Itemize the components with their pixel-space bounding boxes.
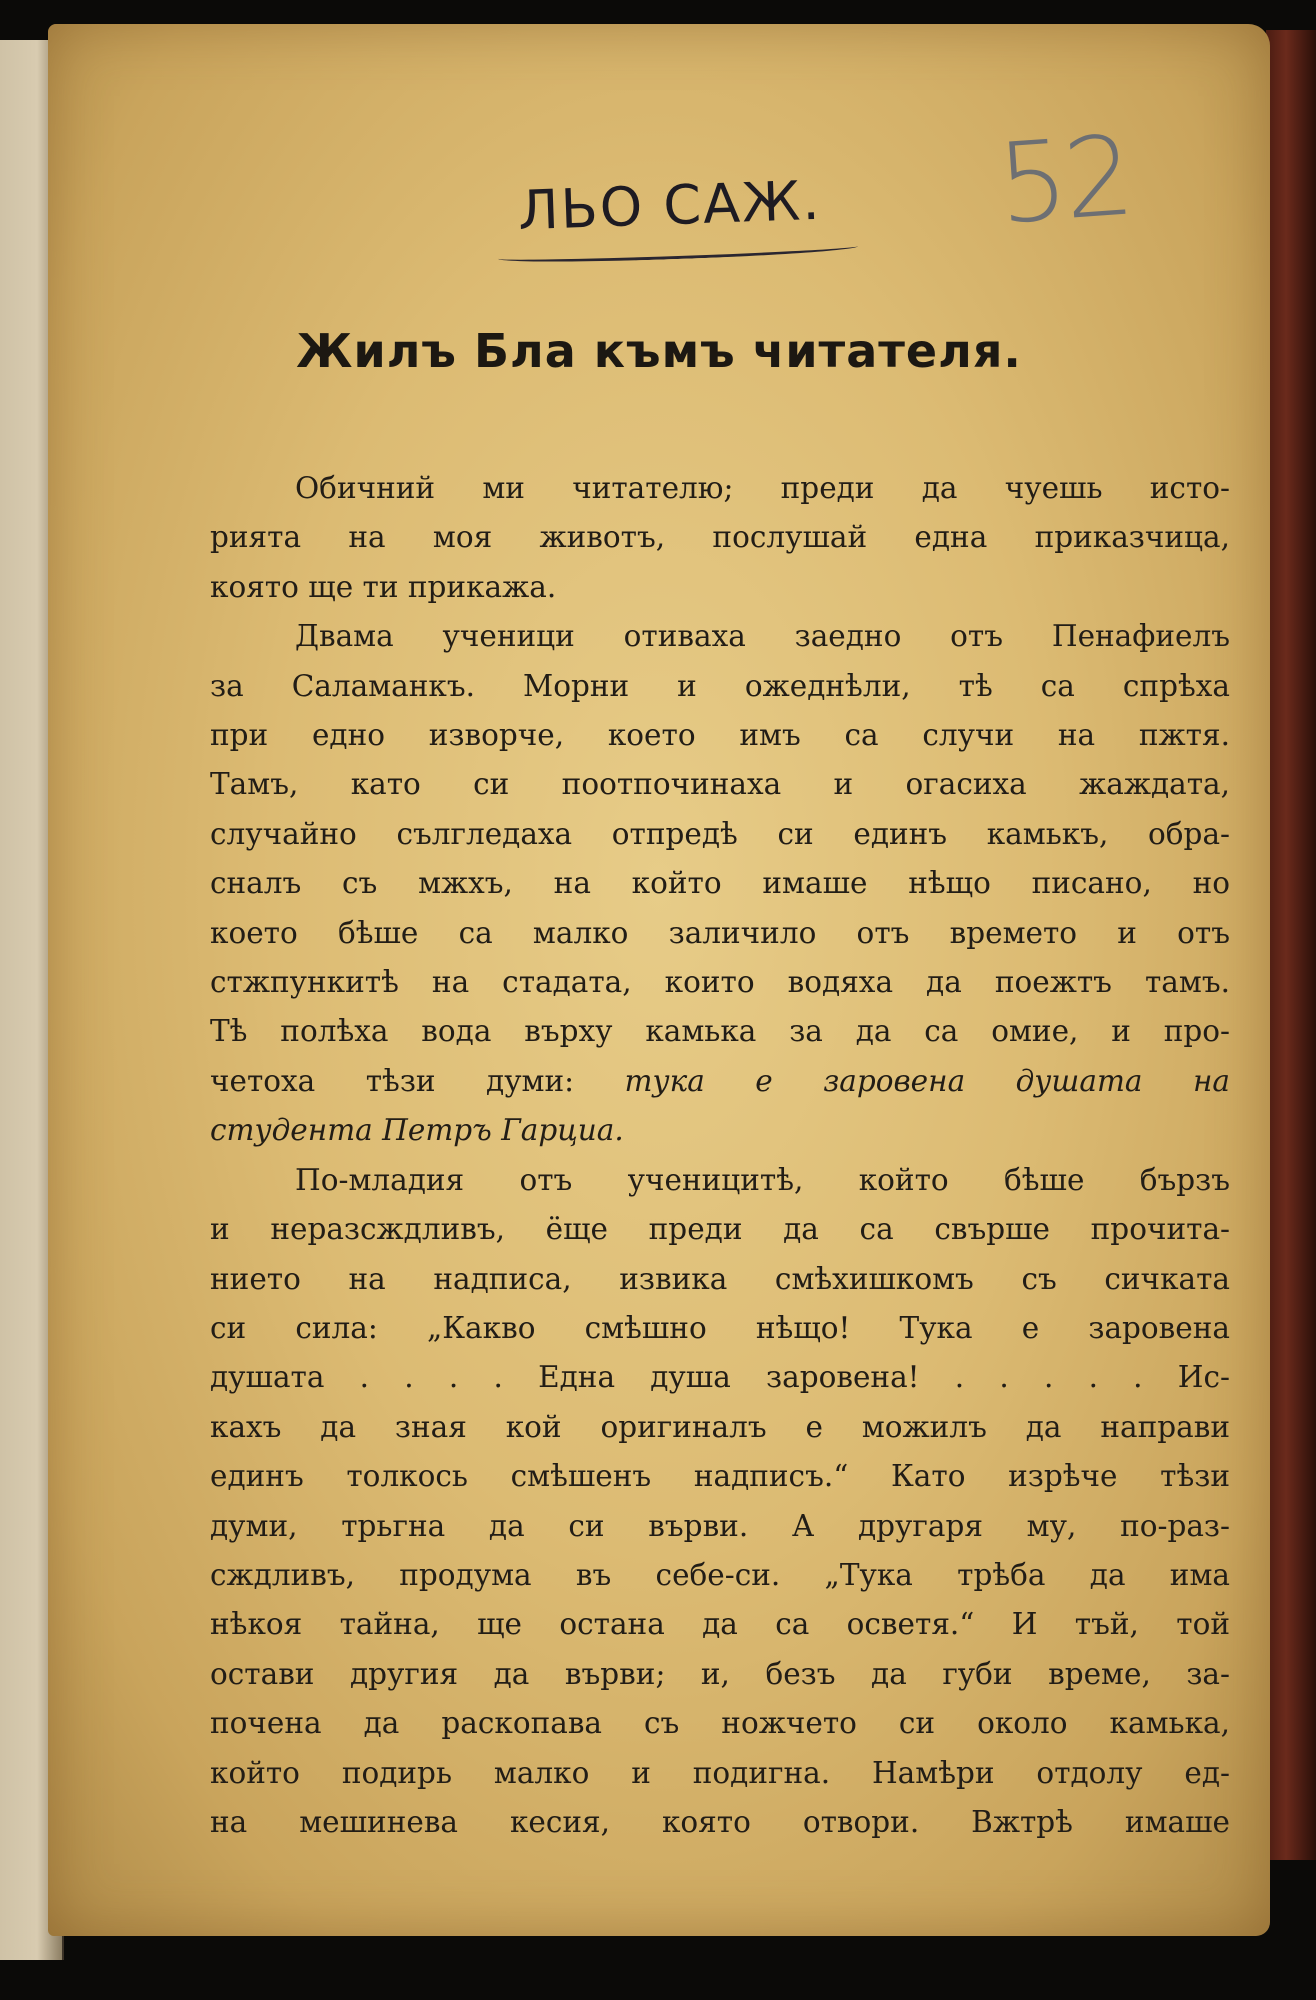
- text-line: остави другия да върви; и, безъ да губи време, за-: [210, 1656, 1230, 1691]
- text-line: кахъ да зная кой оригиналъ е можилъ да направи: [210, 1409, 1230, 1444]
- handwritten-page-number: 52: [993, 111, 1135, 249]
- text-line: почена да раскопава съ ножчето си около камька,: [210, 1706, 1230, 1741]
- chapter-title: Жилъ Бла къмъ читателя.: [296, 324, 1022, 378]
- text-line: който подирь малко и подигна. Намѣри отдолу ед-: [210, 1755, 1230, 1790]
- book-cover-edge: [1266, 30, 1316, 1860]
- text-line: единъ толкось смѣшенъ надписъ.“ Като изрѣче тѣзи: [210, 1459, 1230, 1494]
- text-line: на мешинева кесия, която отвори. Вжтрѣ имаше: [210, 1804, 1230, 1839]
- author-underline: [498, 240, 858, 266]
- text-line: за Саламанкъ. Морни и ожеднѣли, тѣ са спрѣха: [210, 668, 1230, 703]
- epitaph-italic: тука е заровена душата на: [624, 1063, 1230, 1098]
- text-line: сждливъ, продума въ себе-си. „Тука трѣба да има: [210, 1557, 1230, 1592]
- text-line: което бѣше са малко заличило отъ времето и отъ: [210, 915, 1230, 950]
- text-line-mixed: [210, 1057, 1230, 1106]
- text-line: при едно изворче, което имъ са случи на пжтя.: [210, 718, 1230, 753]
- text-line: Тамъ, като си поотпочинаха и огасиха жаждата,: [210, 767, 1230, 802]
- text-line: нието на надписа, извика смѣхишкомъ съ сичката: [210, 1261, 1230, 1296]
- text-line: душата . . . . Една душа заровена! . . . . . Ис-: [210, 1360, 1230, 1395]
- text-line: Двама ученици отиваха заедно отъ Пенафиелъ: [295, 619, 1230, 654]
- body-text: [210, 464, 1230, 1847]
- text-line: сналъ съ мжхъ, на който имаше нѣщо писано, но: [210, 866, 1230, 901]
- text-line: случайно сългледаха отпредѣ си единъ камькъ, обра-: [210, 816, 1230, 851]
- text-line: и неразсждливъ, ёще преди да са свърше прочита-: [210, 1212, 1230, 1247]
- text-line: рията на моя животъ, послушай една приказчица,: [210, 520, 1230, 555]
- text-line: стжпункитѣ на стадата, които водяха да поежтъ тамъ.: [210, 965, 1230, 1000]
- text-line: думи, трьгна да си върви. А другаря му, по-раз-: [210, 1508, 1230, 1543]
- text-line: По-младия отъ ученицитѣ, който бѣше бързъ: [295, 1162, 1230, 1197]
- text-line: която ще ти прикажа.: [210, 569, 557, 604]
- handwritten-author-name: ЛЬО САЖ.: [516, 168, 823, 243]
- book-page: [48, 24, 1270, 1936]
- epitaph-italic-line: студента Петръ Гарциа.: [210, 1113, 624, 1148]
- text-segment: четоха тѣзи думи:: [210, 1063, 575, 1098]
- text-line: си сила: „Какво смѣшно нѣщо! Тука е заровена: [210, 1310, 1230, 1345]
- text-line: нѣкоя тайна, ще остана да са осветя.“ И тъй, той: [210, 1607, 1230, 1642]
- text-line: Тѣ полѣха вода върху камька за да са омие, и про-: [210, 1014, 1230, 1049]
- text-line: Обичний ми читателю; преди да чуешь исто-: [295, 471, 1230, 505]
